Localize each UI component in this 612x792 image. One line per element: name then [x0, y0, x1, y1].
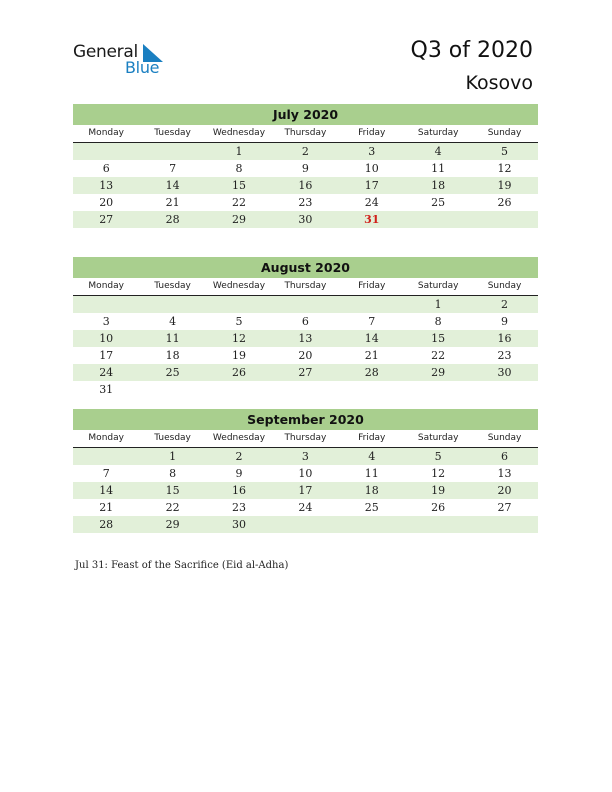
weekday-label: Sunday	[487, 281, 522, 291]
day-cell: 15	[165, 484, 180, 497]
day-cell: 4	[434, 145, 442, 158]
day-cell: 5	[434, 450, 442, 463]
day-cell: 18	[364, 484, 379, 497]
day-cell: 17	[298, 484, 313, 497]
day-cell	[405, 381, 471, 398]
day-cell: 26	[431, 501, 446, 514]
day-cell	[206, 296, 272, 313]
day-cell	[206, 381, 272, 398]
day-cell	[73, 448, 139, 465]
day-cell	[471, 381, 537, 398]
day-cell: 7	[368, 315, 376, 328]
weekday-label: Thursday	[284, 128, 327, 138]
day-cell: 17	[99, 349, 114, 362]
day-cell: 22	[431, 349, 446, 362]
week-row	[73, 211, 538, 228]
day-cell: 24	[364, 196, 379, 209]
day-cell	[471, 516, 537, 533]
day-cell: 8	[434, 315, 442, 328]
week-row	[73, 482, 538, 499]
day-cell: 19	[231, 349, 246, 362]
day-cell: 24	[99, 366, 114, 379]
day-cell: 8	[235, 162, 243, 175]
week-row	[73, 347, 538, 364]
day-cell: 10	[99, 332, 114, 345]
weekday-label: Tuesday	[154, 433, 191, 443]
month-title: September 2020	[73, 409, 538, 430]
day-cell: 28	[165, 213, 180, 226]
weekday-label: Friday	[358, 433, 386, 443]
day-cell: 29	[431, 366, 446, 379]
day-cell: 12	[231, 332, 246, 345]
day-cell	[73, 296, 139, 313]
weekday-label: Saturday	[417, 433, 459, 443]
day-cell: 2	[301, 145, 309, 158]
day-cell	[139, 143, 205, 160]
day-cell: 4	[169, 315, 177, 328]
day-cell	[405, 211, 471, 228]
day-cell: 16	[497, 332, 512, 345]
week-row	[73, 143, 538, 160]
weekday-label: Monday	[88, 281, 124, 291]
week-row	[73, 364, 538, 381]
day-cell: 14	[364, 332, 379, 345]
day-cell	[405, 516, 471, 533]
day-cell: 5	[235, 315, 243, 328]
day-cell: 9	[235, 467, 243, 480]
day-cell: 12	[497, 162, 512, 175]
day-cell: 21	[99, 501, 114, 514]
day-cell	[339, 516, 405, 533]
day-cell: 20	[497, 484, 512, 497]
day-cell: 29	[165, 518, 180, 531]
day-cell: 20	[298, 349, 313, 362]
day-cell: 11	[431, 162, 446, 175]
day-cell: 13	[298, 332, 313, 345]
day-cell: 6	[301, 315, 309, 328]
month-calendar-august	[73, 257, 538, 398]
day-cell: 14	[99, 484, 114, 497]
day-cell: 27	[298, 366, 313, 379]
day-cell: 16	[298, 179, 313, 192]
weekday-label: Tuesday	[154, 128, 191, 138]
weekday-header	[73, 125, 538, 143]
month-calendar-july	[73, 104, 538, 228]
week-rows	[73, 296, 538, 398]
day-cell: 13	[99, 179, 114, 192]
day-cell: 3	[102, 315, 110, 328]
week-row	[73, 448, 538, 465]
week-row	[73, 296, 538, 313]
day-cell: 10	[364, 162, 379, 175]
weekday-label: Monday	[88, 128, 124, 138]
month-calendar-september	[73, 409, 538, 533]
day-cell: 5	[501, 145, 509, 158]
week-row	[73, 330, 538, 347]
weekday-label: Wednesday	[212, 281, 266, 291]
logo-text-blue: Blue	[125, 58, 160, 77]
day-cell: 15	[231, 179, 246, 192]
weekday-label: Sunday	[487, 128, 522, 138]
day-cell: 25	[165, 366, 180, 379]
day-cell: 2	[501, 298, 509, 311]
weekday-header	[73, 278, 538, 296]
day-cell: 1	[235, 145, 243, 158]
day-cell: 26	[497, 196, 512, 209]
day-cell: 19	[497, 179, 512, 192]
day-cell: 30	[231, 518, 246, 531]
day-cell: 1	[169, 450, 177, 463]
day-cell: 18	[165, 349, 180, 362]
week-row	[73, 194, 538, 211]
week-rows	[73, 448, 538, 533]
day-cell: 1	[434, 298, 442, 311]
week-row	[73, 516, 538, 533]
weekday-label: Thursday	[284, 433, 327, 443]
weekday-label: Friday	[358, 128, 386, 138]
page-title: Q3 of 2020	[410, 38, 533, 63]
day-cell: 23	[298, 196, 313, 209]
day-cell: 6	[102, 162, 110, 175]
weekday-label: Saturday	[417, 281, 459, 291]
weekday-header	[73, 430, 538, 448]
day-cell: 21	[364, 349, 379, 362]
day-cell	[272, 296, 338, 313]
day-cell	[272, 381, 338, 398]
week-row	[73, 160, 538, 177]
day-cell: 16	[231, 484, 246, 497]
logo-text-general: General	[73, 42, 138, 62]
weekday-label: Wednesday	[212, 128, 266, 138]
day-cell: 3	[301, 450, 309, 463]
day-cell: 27	[497, 501, 512, 514]
month-title: July 2020	[73, 104, 538, 125]
day-cell: 28	[99, 518, 114, 531]
day-cell: 25	[431, 196, 446, 209]
day-cell	[339, 381, 405, 398]
month-title: August 2020	[73, 257, 538, 278]
day-cell: 9	[301, 162, 309, 175]
day-cell: 7	[102, 467, 110, 480]
weekday-label: Thursday	[284, 281, 327, 291]
day-cell: 18	[431, 179, 446, 192]
day-cell	[339, 296, 405, 313]
day-cell: 11	[165, 332, 180, 345]
day-cell: 25	[364, 501, 379, 514]
week-row	[73, 465, 538, 482]
day-cell: 6	[501, 450, 509, 463]
day-cell: 31	[364, 213, 380, 226]
weekday-label: Monday	[88, 433, 124, 443]
day-cell: 22	[165, 501, 180, 514]
day-cell: 28	[364, 366, 379, 379]
day-cell: 9	[501, 315, 509, 328]
day-cell: 31	[99, 383, 114, 396]
day-cell: 19	[431, 484, 446, 497]
day-cell: 7	[169, 162, 177, 175]
day-cell: 20	[99, 196, 114, 209]
day-cell: 10	[298, 467, 313, 480]
country-name: Kosovo	[465, 72, 533, 94]
generalblue-logo	[73, 42, 193, 78]
week-row	[73, 499, 538, 516]
day-cell	[139, 381, 205, 398]
day-cell: 21	[165, 196, 180, 209]
day-cell: 23	[231, 501, 246, 514]
day-cell: 23	[497, 349, 512, 362]
weekday-label: Saturday	[417, 128, 459, 138]
weekday-label: Wednesday	[212, 433, 266, 443]
day-cell	[471, 211, 537, 228]
day-cell: 4	[368, 450, 376, 463]
day-cell: 24	[298, 501, 313, 514]
day-cell: 12	[431, 467, 446, 480]
weekday-label: Tuesday	[154, 281, 191, 291]
day-cell: 29	[231, 213, 246, 226]
day-cell: 30	[298, 213, 313, 226]
weekday-label: Sunday	[487, 433, 522, 443]
week-row	[73, 177, 538, 194]
week-rows	[73, 143, 538, 228]
week-row	[73, 381, 538, 398]
day-cell	[73, 143, 139, 160]
day-cell: 22	[231, 196, 246, 209]
day-cell: 2	[235, 450, 243, 463]
holiday-note: Jul 31: Feast of the Sacrifice (Eid al-Adha)	[75, 560, 289, 571]
weekday-label: Friday	[358, 281, 386, 291]
day-cell: 27	[99, 213, 114, 226]
day-cell: 14	[165, 179, 180, 192]
day-cell: 3	[368, 145, 376, 158]
day-cell	[139, 296, 205, 313]
day-cell: 17	[364, 179, 379, 192]
day-cell: 13	[497, 467, 512, 480]
day-cell	[272, 516, 338, 533]
week-row	[73, 313, 538, 330]
day-cell: 11	[364, 467, 379, 480]
day-cell: 8	[169, 467, 177, 480]
day-cell: 26	[231, 366, 246, 379]
day-cell: 15	[431, 332, 446, 345]
day-cell: 30	[497, 366, 512, 379]
